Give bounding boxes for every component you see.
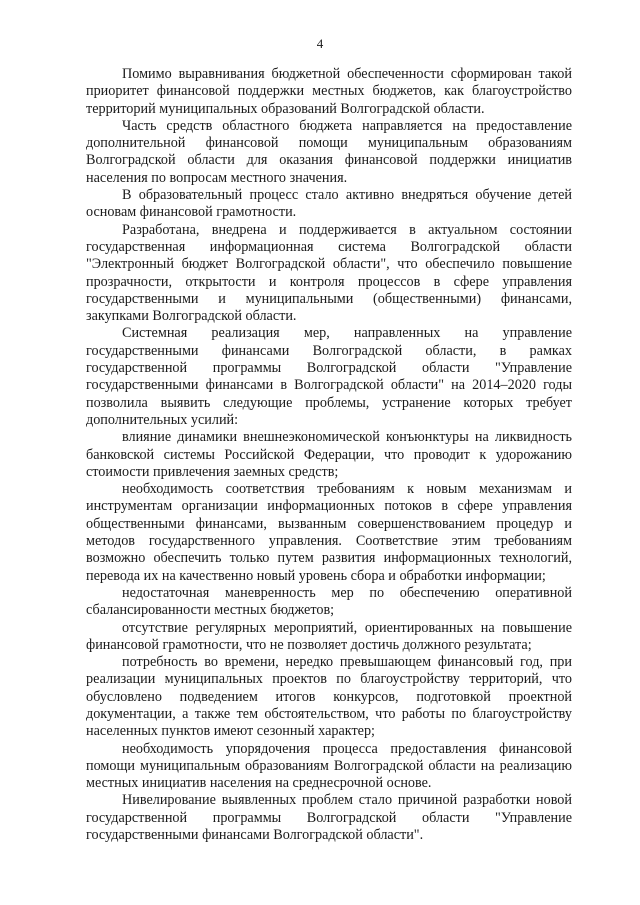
- page-number: 4: [316, 36, 324, 51]
- paragraph: В образовательный процесс стало активно внедряться обучение детей основам финансовой грамотности.: [86, 187, 572, 221]
- paragraph: Разработана, внедрена и поддерживается в актуальном состоянии государственная информационная система Волгоградской области "Электронный бюджет Волгоградской области", что обеспечило повышение прозрачности, открытости и контроля процессов в сфере управления государственными и муниципальными (общественными) финансами, закупками Волгоградской области.: [86, 221, 572, 325]
- paragraph: недостаточная маневренность мер по обеспечению оперативной сбалансированности местных бюджетов;: [86, 584, 572, 619]
- paragraph: необходимость упорядочения процесса предоставления финансовой помощи муниципальным образованиям Волгоградской области на реализацию местных инициатив населения на среднесрочной основе.: [86, 740, 572, 792]
- paragraph: Часть средств областного бюджета направляется на предоставление дополнительной финансовой помощи муниципальным образованиям Волгоградской области для оказания финансовой поддержки инициатив населения по вопросам местного значения.: [86, 117, 572, 186]
- paragraph: Нивелирование выявленных проблем стало причиной разработки новой государственной программы Волгоградской области "Управление государственными финансами Волгоградской области".: [86, 792, 572, 844]
- document-body: [86, 66, 572, 844]
- paragraph: потребность во времени, нередко превышающем финансовый год, при реализации муниципальных проектов по благоустройству территорий, что обусловлено подведением итогов конкурсов, подготовкой проектной документации, а также тем обстоятельством, что работы по благоустройству населенных пунктов имеют сезонный характер;: [86, 654, 572, 740]
- paragraph: необходимость соответствия требованиям к новым механизмам и инструментам организации информационных потоков в сфере управления общественными финансами, вызванным совершенствованием процедур и методов государственного управления. Соответствие этим требованиям возможно обеспечить только путем развития информационных технологий, перевода их на качественно новый уровень сбора и обработки информации;: [86, 481, 572, 584]
- paragraph: Помимо выравнивания бюджетной обеспеченности сформирован такой приоритет финансовой поддержки местных бюджетов, как благоустройство территорий муниципальных образований Волгоградской области.: [86, 66, 572, 117]
- paragraph: отсутствие регулярных мероприятий, ориентированных на повышение финансовой грамотности, что не позволяет достичь должного результата;: [86, 619, 572, 653]
- paragraph: Системная реализация мер, направленных на управление государственными финансами Волгоградской области, в рамках государственной программы Волгоградской области "Управление государственными финансами в Волгоградской области" на 2014–2020 годы позволила выявить следующие проблемы, устранение которых требует дополнительных усилий:: [86, 325, 572, 428]
- paragraph: влияние динамики внешнеэкономической конъюнктуры на ликвидность банковской системы Российской Федерации, что проводит к удорожанию стоимости привлечения заемных средств;: [86, 429, 572, 480]
